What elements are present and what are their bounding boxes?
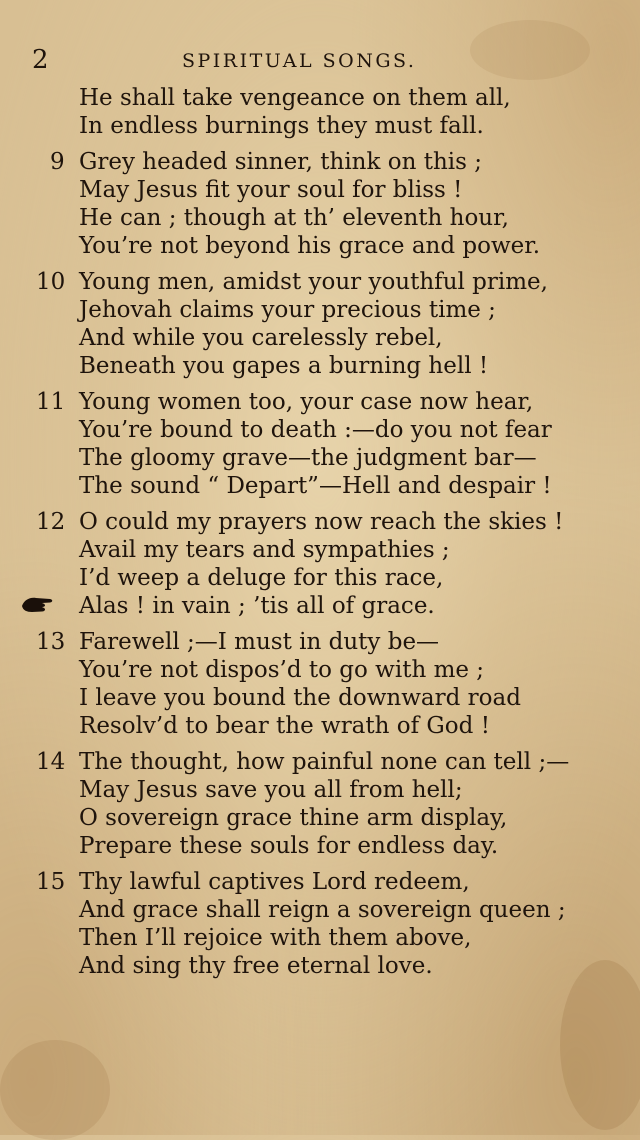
verse-line: O sovereign grace thine arm display, xyxy=(79,805,508,831)
verse-line: May Jesus fit your soul for bliss ! xyxy=(79,177,463,203)
verse-line: The gloomy grave—the judgment bar— xyxy=(79,445,537,471)
verse-line: Avail my tears and sympathies ; xyxy=(79,537,450,563)
stanza-number: 15 xyxy=(36,869,66,895)
verse-line: And sing thy free eternal love. xyxy=(79,953,433,979)
stanza-number: 10 xyxy=(36,269,66,295)
page-number: 2 xyxy=(32,45,49,75)
verse-line: You’re not beyond his grace and power. xyxy=(79,233,541,259)
verse-line: He can ; though at th’ eleventh hour, xyxy=(79,205,509,231)
paper-stain xyxy=(0,1040,110,1140)
stanza-13 xyxy=(0,628,640,740)
verse-line: The thought, how painful none can tell ;— xyxy=(79,749,570,775)
stanza-number: 9 xyxy=(50,149,65,175)
stanza-12 xyxy=(0,508,640,620)
verse-line: And while you carelessly rebel, xyxy=(79,325,443,351)
verse-line: In endless burnings they must fall. xyxy=(79,113,484,139)
verse-line: Alas ! in vain ; ’tis all of grace. xyxy=(79,593,435,619)
verse-line: May Jesus save you all from hell; xyxy=(79,777,463,803)
stanza-11 xyxy=(0,388,640,500)
stanza-number: 13 xyxy=(36,629,66,655)
verse-line: Grey headed sinner, think on this ; xyxy=(79,149,482,175)
verse-line: Resolv’d to bear the wrath of God ! xyxy=(79,713,490,739)
verse-line: The sound “ Depart”—Hell and despair ! xyxy=(79,473,552,499)
verse-line: Prepare these souls for endless day. xyxy=(79,833,499,859)
stanza-10 xyxy=(0,268,640,380)
stanza-number: 12 xyxy=(36,509,66,535)
verse-line: He shall take vengeance on them all, xyxy=(79,85,511,111)
stanza-14 xyxy=(0,748,640,860)
stanza-number: 11 xyxy=(36,389,66,415)
verse-line: Young women too, your case now hear, xyxy=(79,389,534,415)
stanza-number: 14 xyxy=(36,749,66,775)
verse-line: Young men, amidst your youthful prime, xyxy=(79,269,548,295)
verse-line: Farewell ;—I must in duty be— xyxy=(79,629,440,655)
verse-line: O could my prayers now reach the skies ! xyxy=(79,509,564,535)
stanza-continuation xyxy=(0,84,640,140)
verse-line: You’re not dispos’d to go with me ; xyxy=(79,657,485,683)
verse-line: Jehovah claims your precious time ; xyxy=(79,297,496,323)
verse-line: Thy lawful captives Lord redeem, xyxy=(79,869,470,895)
page-title: SPIRITUAL SONGS. xyxy=(182,50,417,72)
verse-line: You’re bound to death :—do you not fear xyxy=(79,417,552,443)
verse-line: And grace shall reign a sovereign queen ; xyxy=(79,897,566,923)
verse-line: I’d weep a deluge for this race, xyxy=(79,565,444,591)
verse-line: I leave you bound the downward road xyxy=(79,685,521,711)
verse-line: Then I’ll rejoice with them above, xyxy=(79,925,472,951)
stanza-15 xyxy=(0,868,640,980)
verse-line: Beneath you gapes a burning hell ! xyxy=(79,353,489,379)
hymn-text xyxy=(0,84,640,988)
stanza-9 xyxy=(0,148,640,260)
running-head xyxy=(0,44,640,78)
